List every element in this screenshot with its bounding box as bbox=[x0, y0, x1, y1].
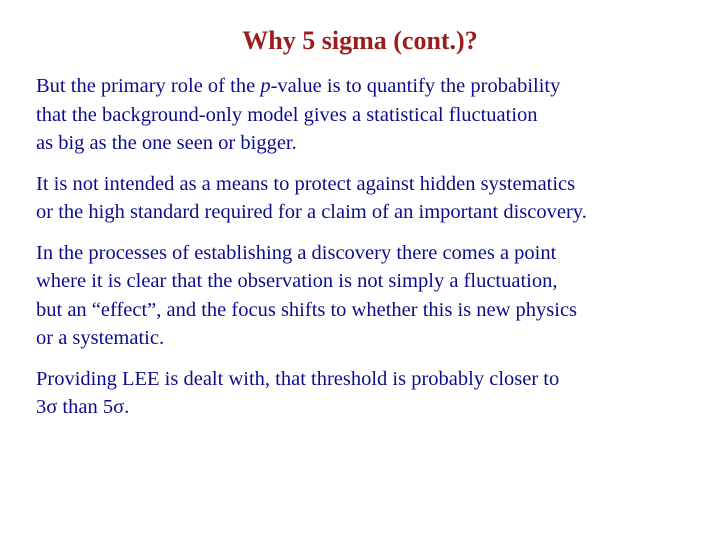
slide-title: Why 5 sigma (cont.)? bbox=[242, 26, 478, 55]
paragraph-line bbox=[36, 72, 706, 101]
paragraph-line: 3σ than 5σ. bbox=[36, 396, 130, 418]
paragraph-line: Providing LEE is dealt with, that threshold is probably closer to bbox=[36, 367, 560, 390]
paragraph-line: or the high standard required for a claim of an important discovery. bbox=[36, 201, 587, 223]
paragraph-line: as big as the one seen or bigger. bbox=[36, 132, 297, 154]
paragraph-line: In the processes of establishing a discovery there comes a point bbox=[36, 241, 557, 264]
paragraph-line: It is not intended as a means to protect against hidden systematics bbox=[36, 172, 576, 195]
line-text: But the primary role of the bbox=[36, 75, 261, 97]
p-value-symbol: p bbox=[260, 75, 271, 97]
slide-body bbox=[36, 72, 706, 434]
paragraph-1 bbox=[36, 72, 706, 158]
paragraph-3 bbox=[36, 239, 706, 353]
paragraph-line: but an “effect”, and the focus shifts to whether this is new physics bbox=[36, 298, 578, 321]
paragraph-4 bbox=[36, 365, 706, 422]
line-text: -value is to quantify the probability bbox=[270, 75, 561, 97]
paragraph-line: where it is clear that the observation is not simply a fluctuation, bbox=[36, 270, 558, 292]
paragraph-2 bbox=[36, 170, 706, 227]
paragraph-line: or a systematic. bbox=[36, 327, 165, 349]
paragraph-line: that the background-only model gives a statistical fluctuation bbox=[36, 103, 538, 126]
